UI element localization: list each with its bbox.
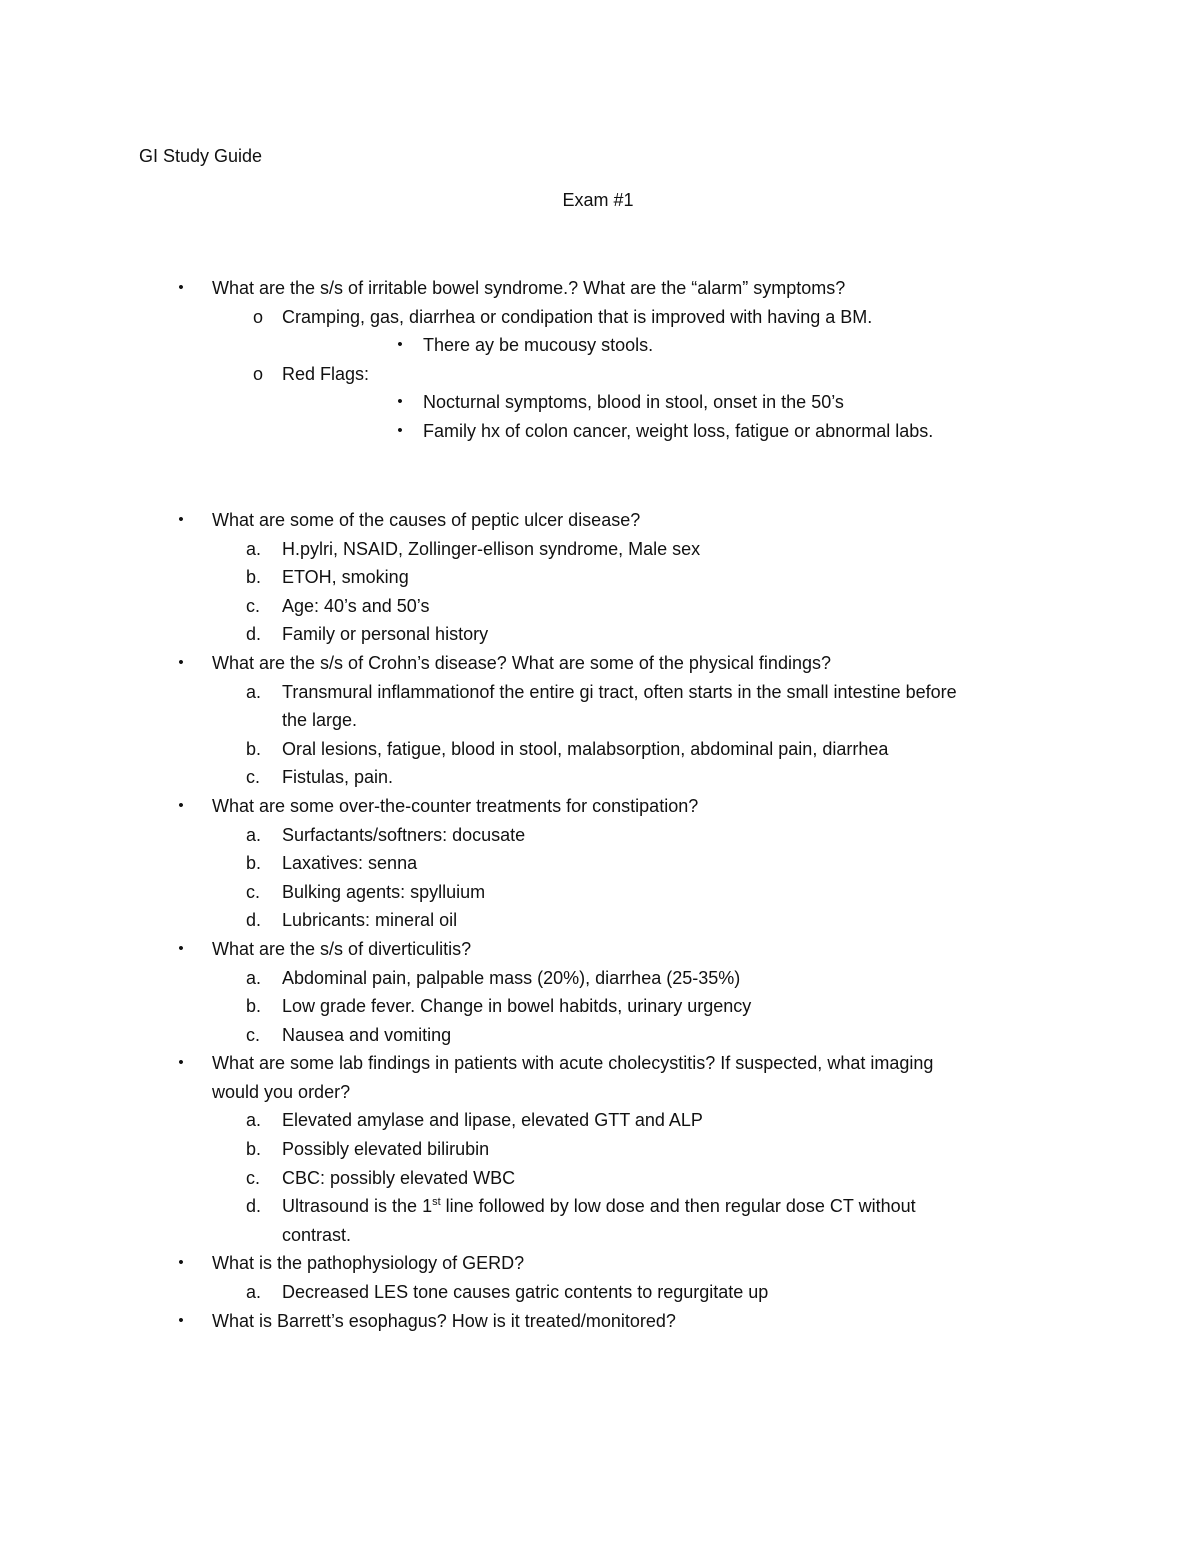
bullet-marker: • bbox=[178, 1311, 184, 1329]
answer-text: Oral lesions, fatigue, blood in stool, malabsorption, abdominal pain, diarrhea bbox=[282, 738, 889, 759]
bullet-marker: • bbox=[178, 796, 184, 814]
red-flags-label: Red Flags: bbox=[282, 363, 370, 384]
answer-text: Family hx of colon cancer, weight loss, fatigue or abnormal labs. bbox=[423, 420, 934, 441]
answer-item bbox=[0, 592, 1200, 621]
question-text: What are the s/s of diverticulitis? bbox=[212, 938, 472, 959]
bullet-marker: • bbox=[178, 1054, 184, 1072]
question-text: What is Barrett’s esophagus? How is it treated/monitored? bbox=[212, 1310, 676, 1331]
question-item bbox=[0, 792, 1200, 821]
question-text: What are the s/s of irritable bowel syndrome.? What are the “alarm” symptoms? bbox=[212, 278, 846, 298]
answer-text: Decreased LES tone causes gatric contents to regurgitate up bbox=[282, 1282, 769, 1303]
bullet-marker: • bbox=[397, 393, 403, 411]
answer-text: Fistulas, pain. bbox=[282, 767, 394, 788]
answer-item bbox=[0, 1021, 1200, 1050]
answer-item bbox=[0, 763, 1200, 792]
answer-marker: b. bbox=[246, 996, 262, 1017]
answer-text: Transmural inflammationof the entire gi tract, often starts in the small intestine before bbox=[282, 681, 957, 702]
circle-bullet-marker: o bbox=[252, 363, 263, 384]
bullet-marker: • bbox=[178, 939, 184, 957]
answer-text: Possibly elevated bilirubin bbox=[282, 1139, 490, 1160]
question-item bbox=[0, 649, 1200, 678]
sub-sub-item bbox=[0, 331, 1200, 360]
question-text: What are some lab findings in patients with acute cholecystitis? If suspected, what imaging bbox=[212, 1053, 934, 1074]
answer-text: Abdominal pain, palpable mass (20%), diarrhea (25-35%) bbox=[282, 967, 741, 988]
circle-bullet-marker: o bbox=[252, 306, 263, 327]
ordinal-suffix: st bbox=[432, 1196, 441, 1209]
answer-item bbox=[0, 678, 1200, 707]
answer-marker: c. bbox=[246, 1167, 261, 1188]
answer-item bbox=[0, 735, 1200, 764]
ibs-section bbox=[0, 274, 1200, 446]
answer-item bbox=[0, 1106, 1200, 1135]
questions-list bbox=[0, 506, 1200, 1335]
bullet-marker: • bbox=[178, 1254, 184, 1272]
answer-text: Laxatives: senna bbox=[282, 853, 418, 874]
sub-sub-item bbox=[0, 388, 1200, 417]
answer-text: contrast. bbox=[282, 1224, 352, 1245]
document-subtitle bbox=[0, 188, 1200, 212]
bullet-marker: • bbox=[178, 653, 184, 671]
question-continuation bbox=[0, 1078, 1200, 1107]
answer-item bbox=[0, 535, 1200, 564]
answer-item bbox=[0, 821, 1200, 850]
question-item bbox=[0, 1307, 1200, 1336]
question-item bbox=[0, 935, 1200, 964]
answer-text: the large. bbox=[282, 710, 358, 731]
answer-text: Age: 40’s and 50’s bbox=[282, 595, 430, 616]
question-item bbox=[0, 1049, 1200, 1078]
answer-item bbox=[0, 906, 1200, 935]
document-title: GI Study Guide bbox=[139, 146, 263, 166]
sub-sub-item bbox=[0, 417, 1200, 446]
answer-item bbox=[0, 1135, 1200, 1164]
answer-item bbox=[0, 563, 1200, 592]
answer-marker: d. bbox=[246, 624, 262, 645]
answer-marker: b. bbox=[246, 567, 262, 588]
bullet-marker: • bbox=[397, 421, 403, 439]
answer-marker: c. bbox=[246, 767, 261, 788]
answer-item bbox=[0, 964, 1200, 993]
answer-marker: a. bbox=[246, 1110, 262, 1131]
answer-item bbox=[0, 992, 1200, 1021]
answer-marker: c. bbox=[246, 881, 261, 902]
answer-text: Low grade fever. Change in bowel habitds, urinary urgency bbox=[282, 996, 752, 1017]
answer-continuation bbox=[0, 706, 1200, 735]
sub-item bbox=[0, 360, 1200, 389]
answer-item bbox=[0, 1278, 1200, 1307]
answer-text: Elevated amylase and lipase, elevated GTT and ALP bbox=[282, 1110, 703, 1131]
question-text: would you order? bbox=[212, 1081, 351, 1102]
answer-marker: b. bbox=[246, 853, 262, 874]
question-item bbox=[0, 1249, 1200, 1278]
answer-text: Bulking agents: spylluium bbox=[282, 881, 486, 902]
answer-text: CBC: possibly elevated WBC bbox=[282, 1167, 516, 1188]
exam-label: Exam #1 bbox=[562, 190, 634, 210]
sub-item bbox=[0, 303, 1200, 332]
answer-text: H.pylri, NSAID, Zollinger-ellison syndrome, Male sex bbox=[282, 538, 701, 559]
answer-marker: a. bbox=[246, 681, 262, 702]
question-text: What are the s/s of Crohn’s disease? What are some of the physical findings? bbox=[212, 652, 831, 673]
answer-text bbox=[282, 1192, 916, 1221]
answer-item bbox=[0, 849, 1200, 878]
answer-text: Cramping, gas, diarrhea or condipation that is improved with having a BM. bbox=[282, 306, 873, 327]
answer-text: Surfactants/softners: docusate bbox=[282, 824, 526, 845]
answer-marker: d. bbox=[246, 910, 262, 931]
question-item bbox=[0, 274, 1200, 303]
bullet-marker: • bbox=[397, 336, 403, 354]
answer-item bbox=[0, 878, 1200, 907]
answer-text-start: Ultrasound is the 1 bbox=[282, 1196, 433, 1217]
bullet-marker: • bbox=[178, 279, 184, 296]
question-item bbox=[0, 506, 1200, 535]
answer-text: There ay be mucousy stools. bbox=[423, 335, 654, 356]
answer-marker: a. bbox=[246, 824, 262, 845]
answer-text-end: line followed by low dose and then regular dose CT without bbox=[440, 1196, 916, 1217]
answer-text: Nocturnal symptoms, blood in stool, onset in the 50’s bbox=[423, 392, 844, 413]
answer-marker: b. bbox=[246, 1139, 262, 1160]
answer-marker: a. bbox=[246, 538, 262, 559]
answer-marker: a. bbox=[246, 1282, 262, 1303]
answer-marker: c. bbox=[246, 1024, 261, 1045]
answer-text: Family or personal history bbox=[282, 624, 489, 645]
answer-item bbox=[0, 1164, 1200, 1193]
answer-continuation bbox=[0, 1221, 1200, 1250]
answer-marker: d. bbox=[246, 1196, 262, 1217]
answer-marker: a. bbox=[246, 967, 262, 988]
answer-item bbox=[0, 1192, 1200, 1221]
answer-text: Lubricants: mineral oil bbox=[282, 910, 458, 931]
answer-item bbox=[0, 620, 1200, 649]
question-text: What are some over-the-counter treatments for constipation? bbox=[212, 795, 699, 816]
question-text: What are some of the causes of peptic ulcer disease? bbox=[212, 510, 641, 530]
answer-marker: b. bbox=[246, 738, 262, 759]
question-text: What is the pathophysiology of GERD? bbox=[212, 1253, 525, 1274]
answer-text: ETOH, smoking bbox=[282, 567, 409, 588]
answer-marker: c. bbox=[246, 595, 261, 616]
answer-text: Nausea and vomiting bbox=[282, 1024, 452, 1045]
bullet-marker: • bbox=[178, 511, 184, 528]
